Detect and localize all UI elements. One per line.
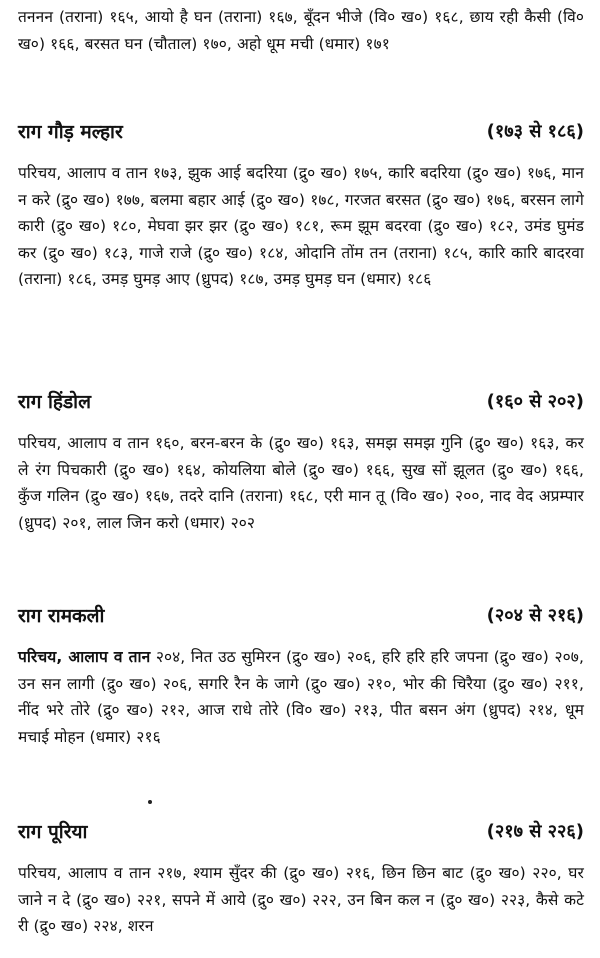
section-body-puriya: परिचय, आलाप व तान २१७, श्याम सुँदर की (द्रु० ख०) २१६, छिन छिन बाट (द्रु० ख०) २२०, घर जाने न दे (द्रु० ख०) २२१, सपने में आये (द्रु० ख०) २२२, उन बिन कल न (द्रु० ख०) २२३, कैसे कटे री (द्रु० ख०) २२४, शरन [18, 864, 584, 935]
section-body-bold-lead: परिचय, आलाप व तान [18, 648, 151, 666]
section-heading-puriya [18, 816, 584, 846]
section-page-range: (२१७ से २२६) [486, 821, 584, 842]
section-heading-gaud-malhar [18, 116, 584, 146]
section-heading-hindol [18, 386, 584, 416]
section-title: राग रामकली [18, 605, 105, 627]
stray-dot [148, 800, 152, 804]
section-title: राग गौड़ मल्हार [18, 121, 123, 143]
section-title: राग पूरिया [18, 821, 88, 843]
section-title: राग हिंडोल [18, 391, 91, 413]
section-page-range: (१६० से २०२) [486, 391, 584, 412]
section-heading-ramkali [18, 600, 584, 630]
section-body-rest: २०४, नित उठ सुमिरन (द्रु० ख०) २०६, हरि हरि हरि जपना (द्रु० ख०) २०७, उन सन लागी (द्रु० ख०) २०६, सगरि रैन के जागे (द्रु० ख०) २१०, भोर की चिरैया (द्रु० ख०) २११, नींद भरे तोरे (द्रु० ख०) २१२, आज राधे तोरे (वि० ख०) २१३, पीत बसन अंग (ध्रुपद) २१४, धूम मचाई मोहन (धमार) २१६ [18, 648, 584, 746]
section-page-range: (२०४ से २१६) [486, 605, 584, 626]
section-page-range: (१७३ से १८६) [486, 121, 584, 142]
intro-paragraph: तननन (तराना) १६५, आयो है घन (तराना) १६७, बूँदन भीजे (वि० ख०) १६८, छाय रही कैसी (वि० ख०) १६६, बरसत घन (चौताल) १७०, अहो धूम मची (धमार) १७१ [18, 8, 584, 53]
section-body-gaud-malhar: परिचय, आलाप व तान १७३, झुक आई बदरिया (द्रु० ख०) १७५, कारि बदरिया (द्रु० ख०) १७६, मान न करे (द्रु० ख०) १७७, बलमा बहार आई (द्रु० ख०) १७८, गरजत बरसत (द्रु० ख०) १७६, बरसन लागे कारी (द्रु० ख०) १८०, मेघवा झर झर (द्रु० ख०) १८१, रूम झूम बदरवा (द्रु० ख०) १८२, उमंड घुमंड कर (द्रु० ख०) १८३, गाजे राजे (द्रु० ख०) १८४, ओदानि तोंम तन (तराना) १८५, कारि कारि बादरवा (तराना) १८६, उमड़ घुमड़ आए (ध्रुपद) १८७, उमड़ घुमड़ घन (धमार) १८६ [18, 164, 584, 288]
section-body-hindol: परिचय, आलाप व तान १६०, बरन-बरन के (द्रु० ख०) १६३, समझ समझ गुनि (द्रु० ख०) १६३, कर ले रंग पिचकारी (द्रु० ख०) १६४, कोयलिया बोले (द्रु० ख०) १६६, सुख सों झूलत (द्रु० ख०) १६६, कुँज गलिन (द्रु० ख०) १६७, तदरे दानि (तराना) १६८, एरी मान तू (वि० ख०) २००, नाद वेद अप्रम्पार (ध्रुपद) २०१, लाल जिन करो (धमार) २०२ [18, 434, 584, 532]
section-body-ramkali [18, 644, 584, 750]
